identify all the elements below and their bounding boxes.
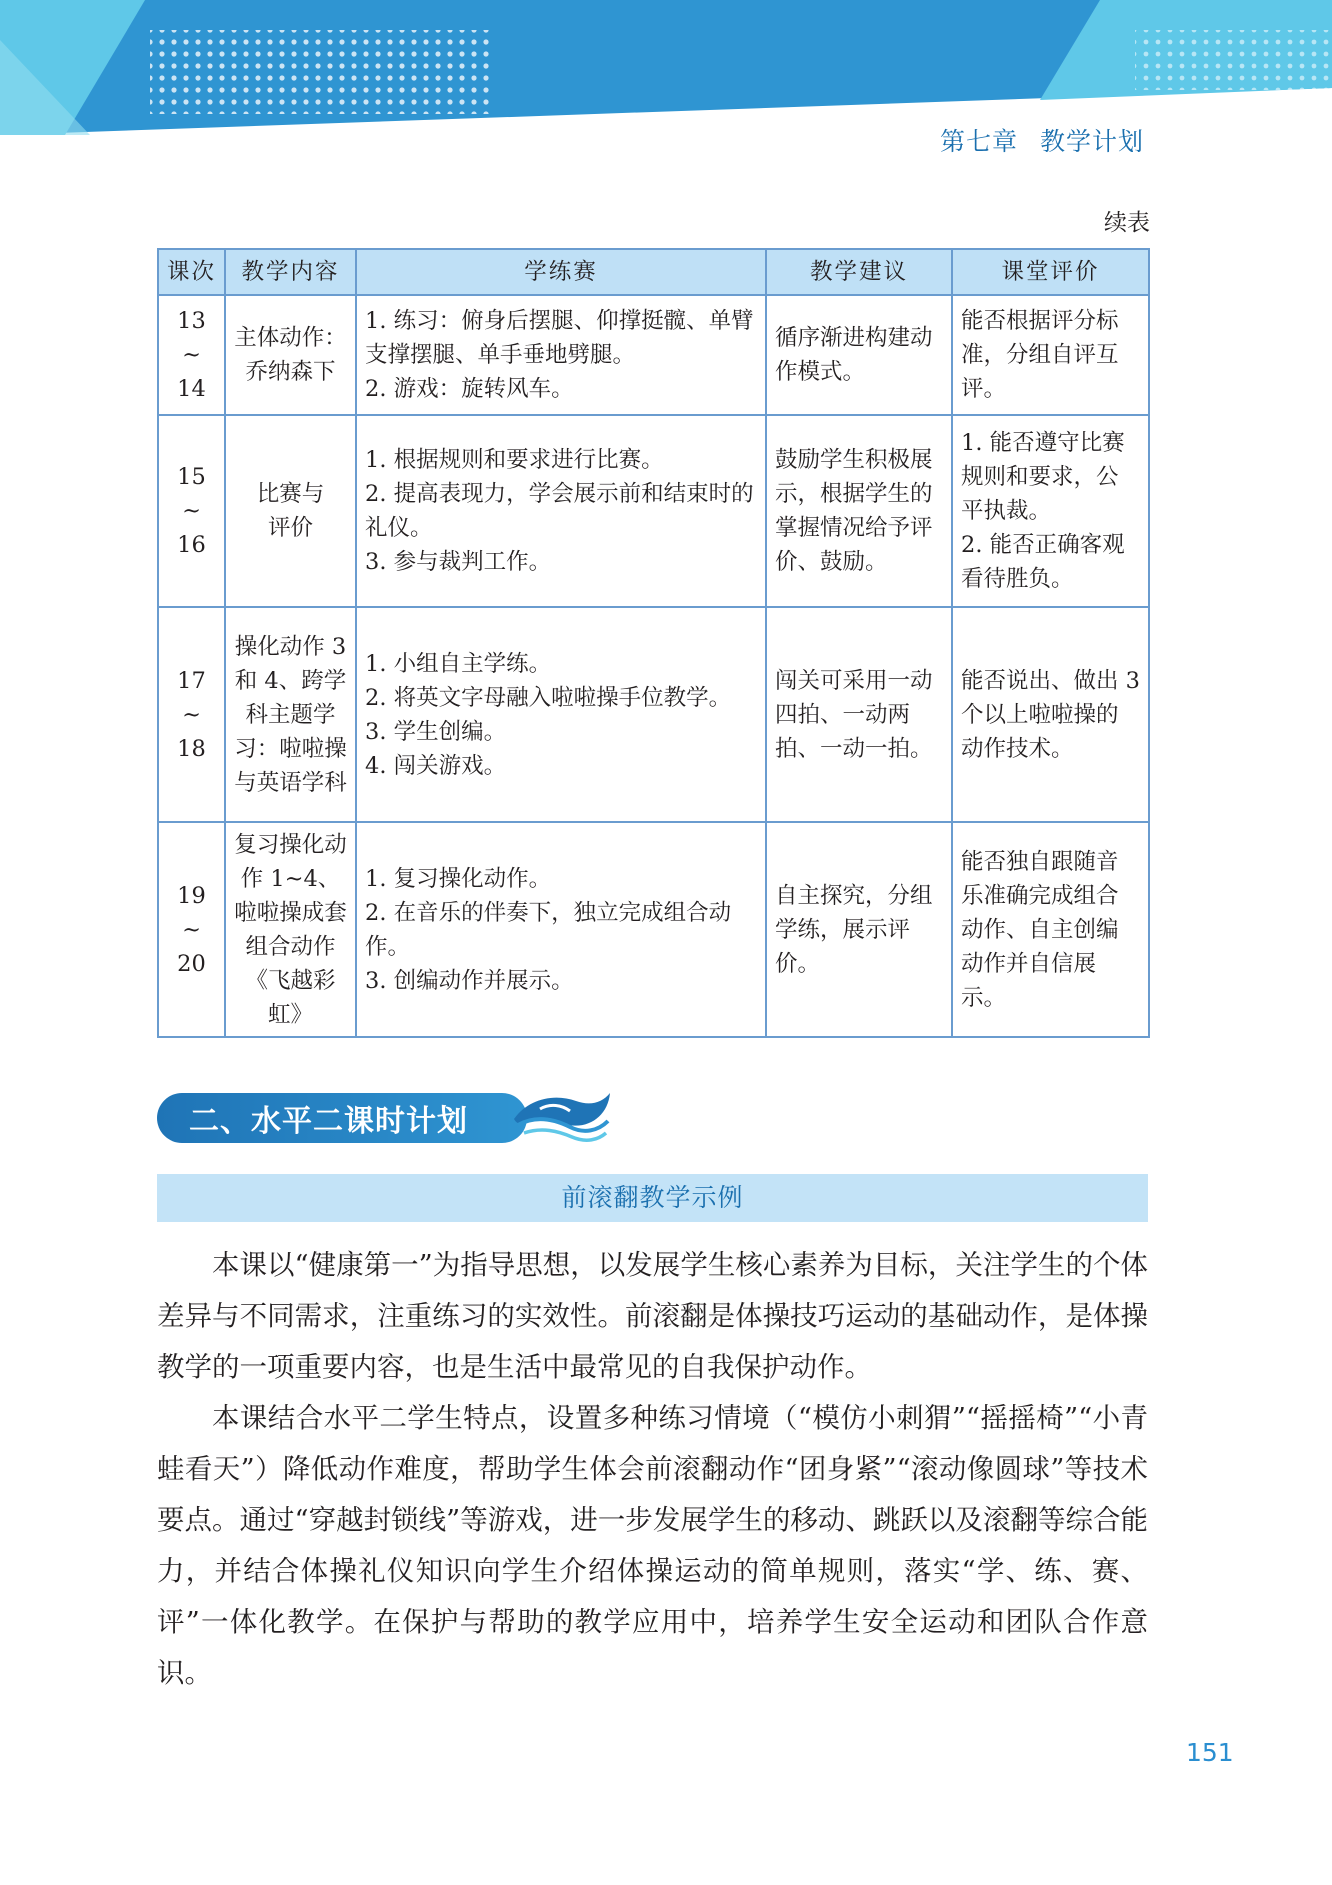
- lesson-to: 16: [177, 532, 206, 558]
- banner-graphic: [0, 0, 1332, 135]
- lesson-separator: ~: [182, 342, 201, 368]
- evaluation-item: 能否说出、做出 3 个以上啦啦操的动作技术。: [961, 667, 1140, 762]
- example-title-bar: 前滚翻教学示例: [157, 1174, 1148, 1222]
- lesson-from: 15: [177, 464, 206, 490]
- advice-cell: 鼓励学生积极展示，根据学生的掌握情况给予评价、鼓励。: [766, 415, 952, 607]
- lesson-from: 13: [177, 308, 206, 334]
- lesson-separator: ~: [182, 916, 201, 943]
- advice-cell: 自主探究，分组学练，展示评价。: [766, 822, 952, 1037]
- lesson-separator: ~: [182, 498, 201, 524]
- table-row: [158, 415, 1149, 607]
- column-header-lesson: 课次: [158, 249, 225, 295]
- practice-cell: [356, 415, 766, 607]
- column-header-evaluation: 课堂评价: [952, 249, 1149, 295]
- evaluation-cell: [952, 822, 1149, 1037]
- evaluation-cell: [952, 295, 1149, 415]
- lesson-from: 19: [177, 882, 206, 909]
- teaching-content-cell: 操化动作 3 和 4、跨学科主题学习：啦啦操与英语学科: [225, 607, 356, 822]
- body-text: [157, 1240, 1148, 1699]
- lesson-to: 14: [177, 376, 206, 402]
- continued-label: 续表: [1104, 210, 1150, 236]
- lesson-number-cell: [158, 415, 225, 607]
- page-number: 151: [1186, 1738, 1234, 1767]
- paragraph: 本课结合水平二学生特点，设置多种练习情境（“模仿小刺猬”“摇摇椅”“小青蛙看天”）降低动作难度，帮助学生体会前滚翻动作“团身紧”“滚动像圆球”等技术要点。通过“穿越封锁线”等游戏，进一步发展学生的移动、跳跃以及滚翻等综合能力，并结合体操礼仪知识向学生介绍体操运动的简单规则，落实“学、练、赛、评”一体化教学。在保护与帮助的教学应用中，培养学生安全运动和团队合作意识。: [157, 1402, 1148, 1689]
- evaluation-item: 2. 能否正确客观看待胜负。: [961, 532, 1125, 592]
- lesson-from: 17: [177, 667, 206, 694]
- practice-item: 1. 小组自主学练。: [365, 650, 552, 677]
- lesson-to: 18: [177, 735, 206, 762]
- lesson-to: 20: [177, 950, 206, 977]
- teaching-content-cell: 复习操化动作 1~4、啦啦操成套组合动作《飞越彩虹》: [225, 822, 356, 1037]
- evaluation-item: 能否根据评分标准，分组自评互评。: [961, 308, 1119, 402]
- advice-cell: 循序渐进构建动作模式。: [766, 295, 952, 415]
- practice-item: 4. 闯关游戏。: [365, 752, 507, 779]
- table-row: [158, 295, 1149, 415]
- evaluation-item: 能否独自跟随音乐准确完成组合动作、自主创编动作并自信展示。: [961, 848, 1119, 1011]
- evaluation-cell: [952, 607, 1149, 822]
- practice-item: 2. 游戏：旋转风车。: [365, 376, 574, 402]
- chapter-header: [940, 122, 1180, 158]
- lesson-number-cell: [158, 607, 225, 822]
- practice-item: 1. 根据规则和要求进行比赛。: [365, 447, 664, 473]
- practice-item: 2. 在音乐的伴奏下，独立完成组合动作。: [365, 899, 732, 960]
- lesson-separator: ~: [182, 701, 201, 728]
- evaluation-cell: [952, 415, 1149, 607]
- lesson-number-cell: [158, 822, 225, 1037]
- practice-item: 3. 学生创编。: [365, 718, 507, 745]
- teaching-content-cell: 比赛与评价: [225, 415, 356, 607]
- practice-item: 1. 练习：俯身后摆腿、仰撑挺髋、单臂支撑摆腿、单手垂地劈腿。: [365, 308, 754, 368]
- column-header-content: 教学内容: [225, 249, 356, 295]
- practice-cell: [356, 607, 766, 822]
- practice-item: 3. 创编动作并展示。: [365, 967, 574, 994]
- column-header-advice: 教学建议: [766, 249, 952, 295]
- chapter-number: 第七章: [940, 127, 1019, 156]
- practice-item: 1. 复习操化动作。: [365, 865, 552, 892]
- section-title: 二、水平二课时计划: [189, 1104, 468, 1139]
- column-header-practice: 学练赛: [356, 249, 766, 295]
- lesson-plan-table: [157, 248, 1150, 1038]
- lesson-number-cell: [158, 295, 225, 415]
- table-header-row: [158, 249, 1149, 295]
- practice-item: 3. 参与裁判工作。: [365, 549, 552, 575]
- table-row: [158, 607, 1149, 822]
- practice-item: 2. 将英文字母融入啦啦操手位教学。: [365, 684, 732, 711]
- evaluation-item: 1. 能否遵守比赛规则和要求，公平执裁。: [961, 430, 1125, 524]
- top-banner: [0, 0, 1332, 135]
- chapter-title: 教学计划: [1040, 127, 1145, 156]
- practice-item: 2. 提高表现力，学会展示前和结束时的礼仪。: [365, 481, 754, 541]
- practice-cell: [356, 822, 766, 1037]
- practice-cell: [356, 295, 766, 415]
- teaching-content-cell: 主体动作：乔纳森下: [225, 295, 356, 415]
- paragraph: 本课以“健康第一”为指导思想，以发展学生核心素养为目标，关注学生的个体差异与不同需求，注重练习的实效性。前滚翻是体操技巧运动的基础动作，是体操教学的一项重要内容，也是生活中最常见的自我保护动作。: [157, 1249, 1148, 1383]
- section-heading: [157, 1093, 527, 1143]
- table-row: [158, 822, 1149, 1037]
- wave-ornament-icon: [510, 1085, 614, 1147]
- advice-cell: 闯关可采用一动四拍、一动两拍、一动一拍。: [766, 607, 952, 822]
